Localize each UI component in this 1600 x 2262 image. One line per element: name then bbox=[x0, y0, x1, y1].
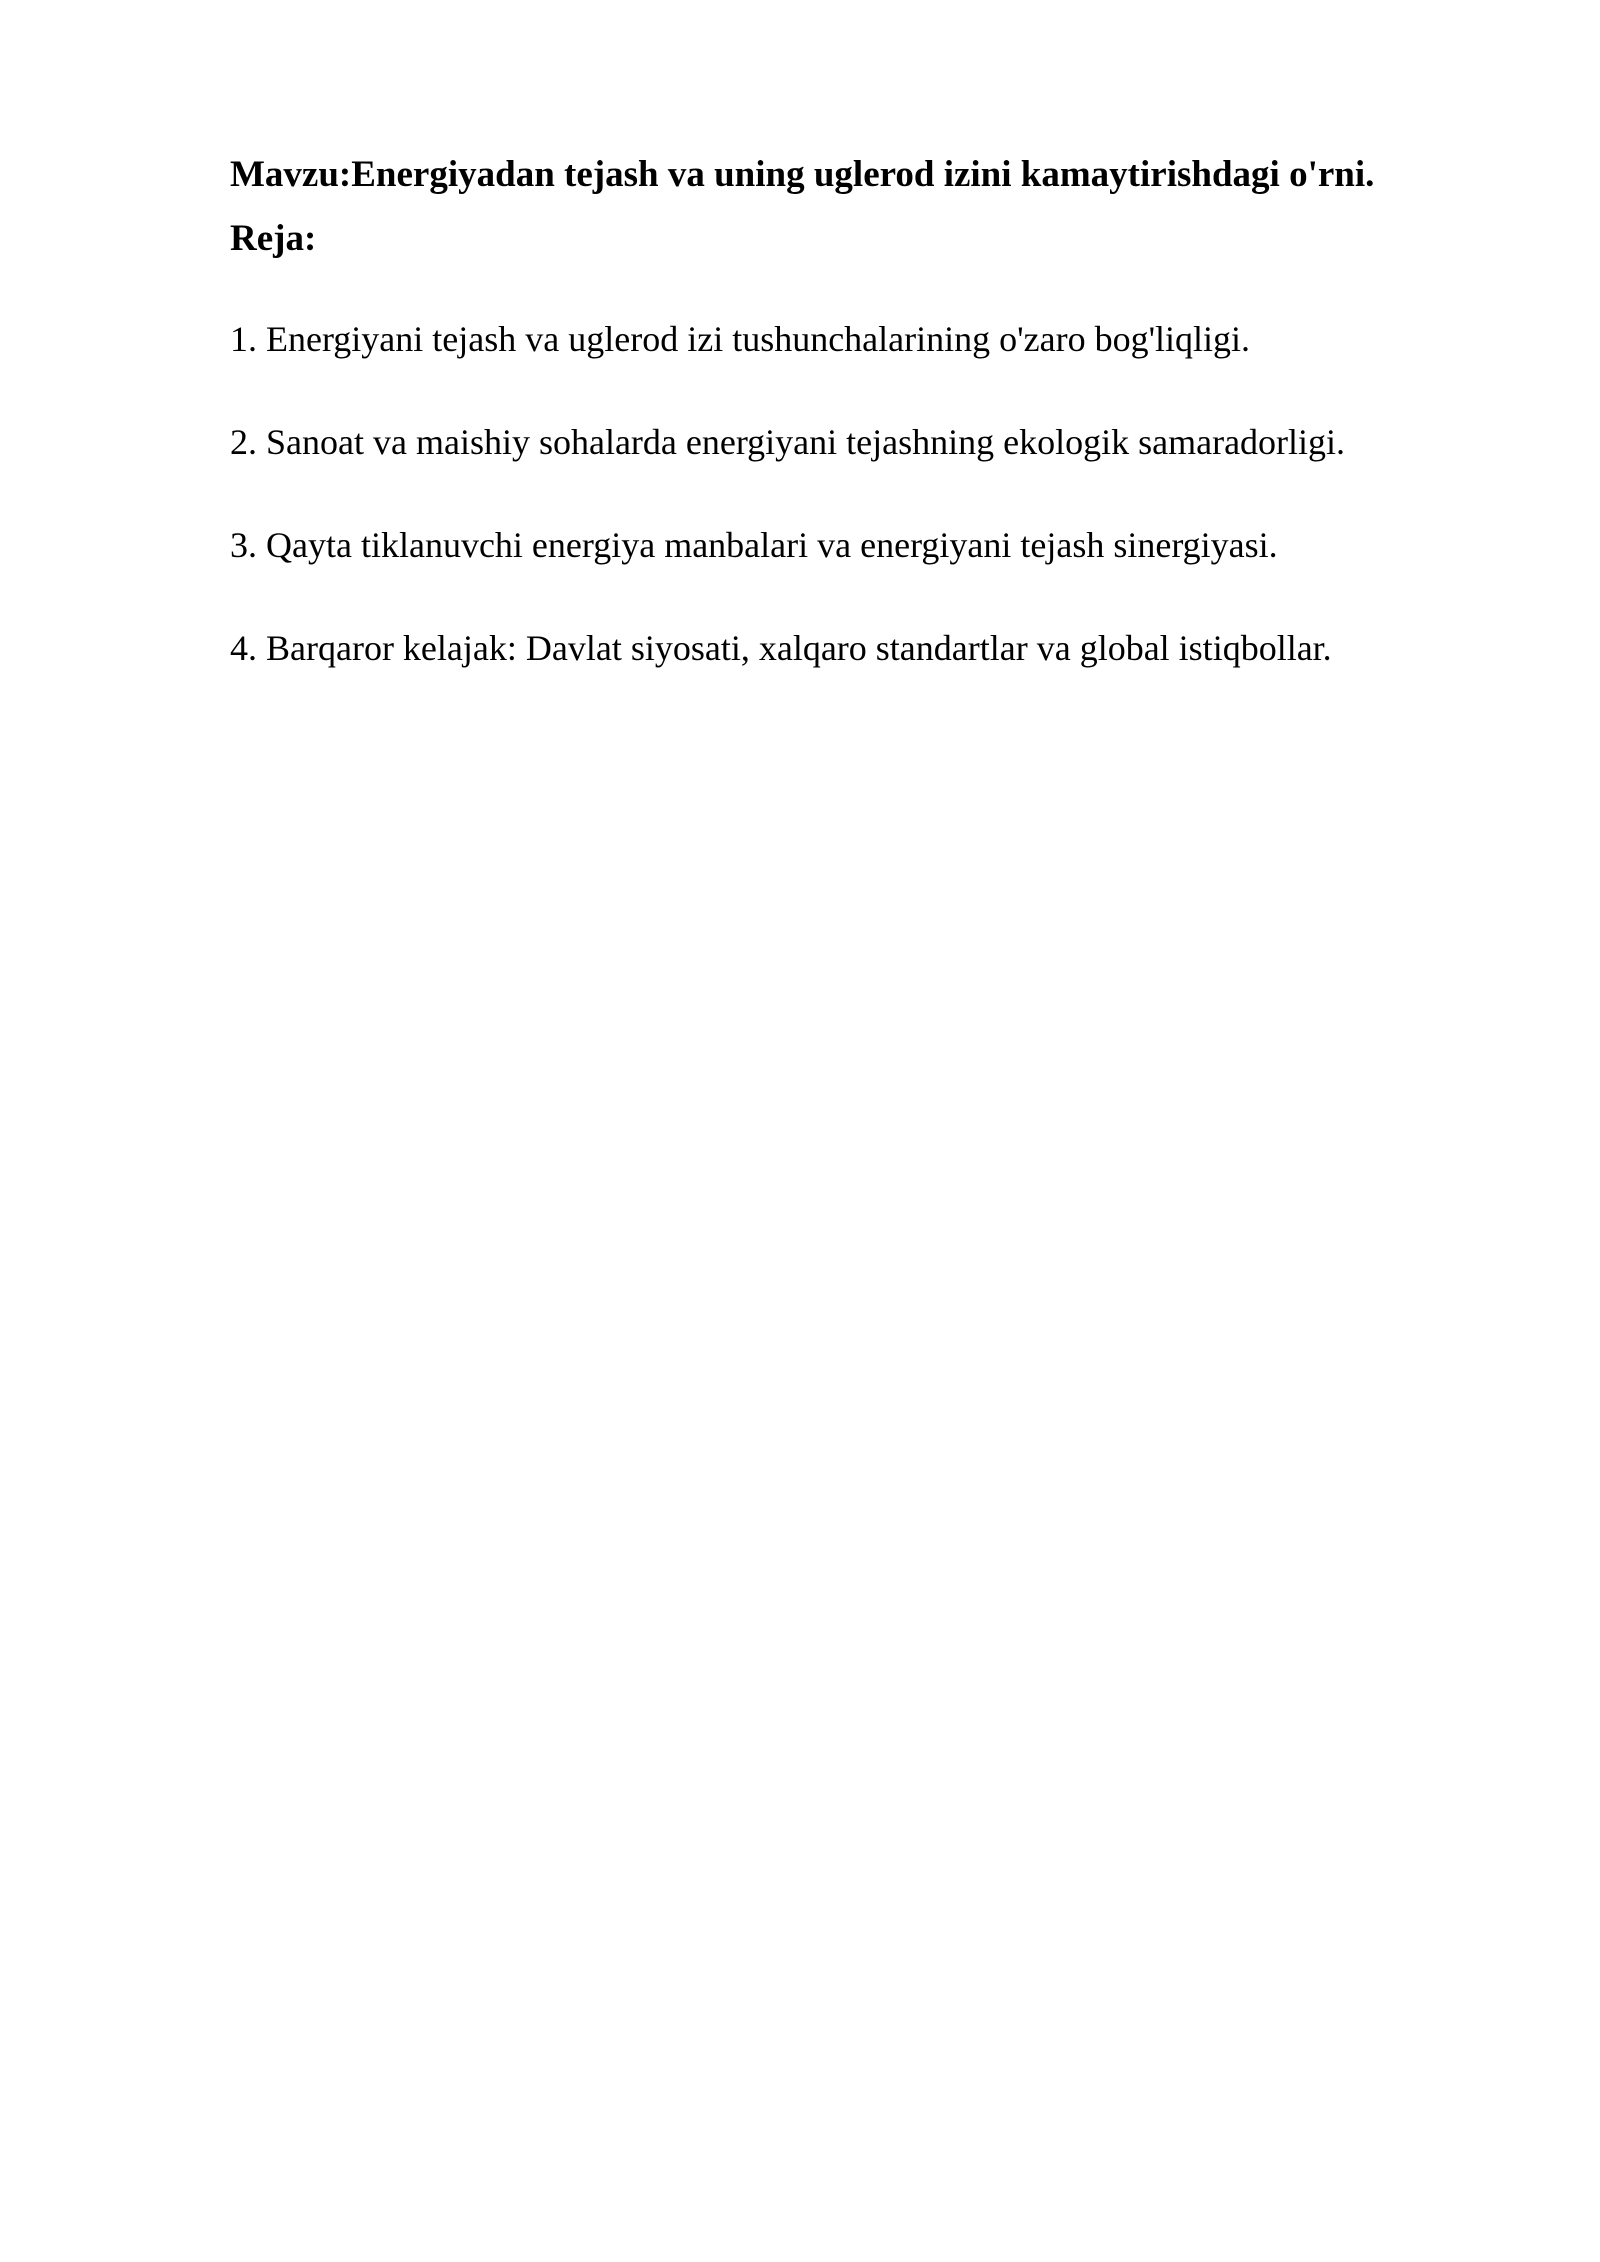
plan-heading: Reja: bbox=[230, 218, 317, 259]
plan-list bbox=[230, 312, 1430, 675]
document-content bbox=[230, 148, 1430, 724]
document-title: Mavzu:Energiyadan tejash va uning uglerod izini kamaytirishdagi o'rni. bbox=[230, 154, 1375, 195]
plan-item-3: 3. Qayta tiklanuvchi energiya manbalari va energiyani tejash sinergiyasi. bbox=[230, 525, 1278, 565]
plan-item-2: 2. Sanoat va maishiy sohalarda energiyani tejashning ekologik samaradorligi. bbox=[230, 422, 1346, 462]
plan-item-4: 4. Barqaror kelajak: Davlat siyosati, xalqaro standartlar va global istiqbollar. bbox=[230, 628, 1332, 668]
plan-item-1: 1. Energiyani tejash va uglerod izi tushunchalarining o'zaro bog'liqligi. bbox=[230, 319, 1251, 359]
